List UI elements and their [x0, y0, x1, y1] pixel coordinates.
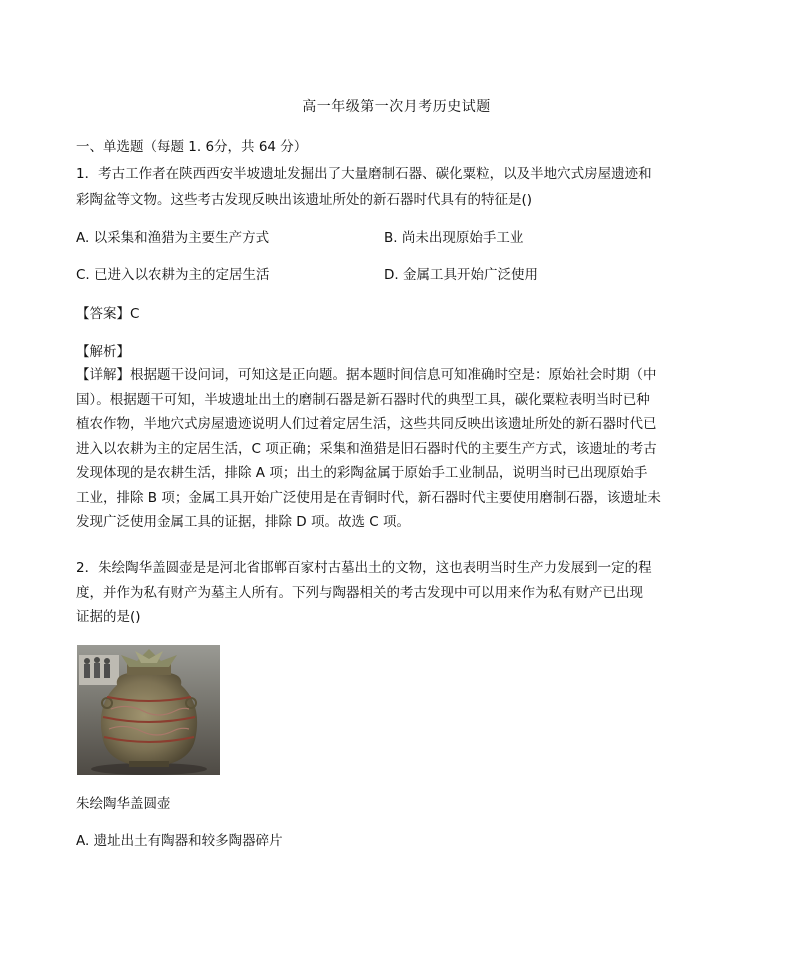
q1-answer: 【答案】C	[76, 306, 140, 322]
q1-analysis	[76, 363, 686, 535]
q1-analysis-line: 进入以农耕为主的定居生活，C 项正确；采集和渔猎是旧石器时代的主要生产方式，该遗址的考古	[76, 440, 657, 457]
q1-analysis-line: 工业，排除 B 项；金属工具开始广泛使用是在青铜时代，新石器时代主要使用磨制石器，该遗址未	[76, 489, 661, 506]
q1-stem-line-1: 1．考古工作者在陕西西安半坡遗址发掘出了大量磨制石器、碳化粟粒，以及半地穴式房屋遗迹和	[76, 166, 652, 182]
q2-option-a: A. 遗址出土有陶器和较多陶器碎片	[76, 833, 283, 849]
page-title: 高一年级第一次月考历史试题	[302, 99, 491, 115]
section-heading: 一、单选题（每题 1. 6分，共 64 分）	[76, 139, 308, 155]
q1-option-c: C. 已进入以农耕为主的定居生活	[76, 267, 270, 283]
q1-analysis-line: 发现广泛使用金属工具的证据，排除 D 项。故选 C 项。	[76, 514, 410, 530]
q1-analysis-line: 发现体现的是农耕生活，排除 A 项；出土的彩陶盆属于原始手工业制品，说明当时已出现原始手	[76, 465, 648, 481]
q1-option-d: D. 金属工具开始广泛使用	[384, 267, 538, 283]
q1-analysis-line: 【详解】根据题干设问词，可知这是正向题。据本题时间信息可知准确时空是：原始社会时期（中	[76, 367, 657, 383]
pottery-vessel-photo	[77, 645, 220, 775]
q1-stem-line-2: 彩陶盆等文物。这些考古发现反映出该遗址所处的新石器时代具有的特征是()	[76, 192, 533, 208]
q1-analysis-label: 【解析】	[76, 344, 130, 360]
q1-option-a: A. 以采集和渔猎为主要生产方式	[76, 230, 270, 246]
q1-option-b: B. 尚未出现原始手工业	[384, 230, 524, 246]
q2-stem-line: 2．朱绘陶华盖圆壶是是河北省邯郸百家村古墓出土的文物，这也表明当时生产力发展到一定的程	[76, 560, 652, 576]
q2-stem	[76, 556, 686, 630]
figure-caption: 朱绘陶华盖圆壶	[76, 796, 171, 812]
q2-stem-line: 度，并作为私有财产为墓主人所有。下列与陶器相关的考古发现中可以用来作为私有财产已出现	[76, 584, 643, 601]
q1-analysis-line: 国）。根据题干可知，半坡遗址出土的磨制石器是新石器时代的典型工具，碳化粟粒表明当时已种	[76, 391, 650, 408]
q2-stem-line: 证据的是()	[76, 609, 141, 625]
q1-analysis-line: 植农作物，半地穴式房屋遗迹说明人们过着定居生活，这些共同反映出该遗址所处的新石器时代已	[76, 416, 657, 432]
